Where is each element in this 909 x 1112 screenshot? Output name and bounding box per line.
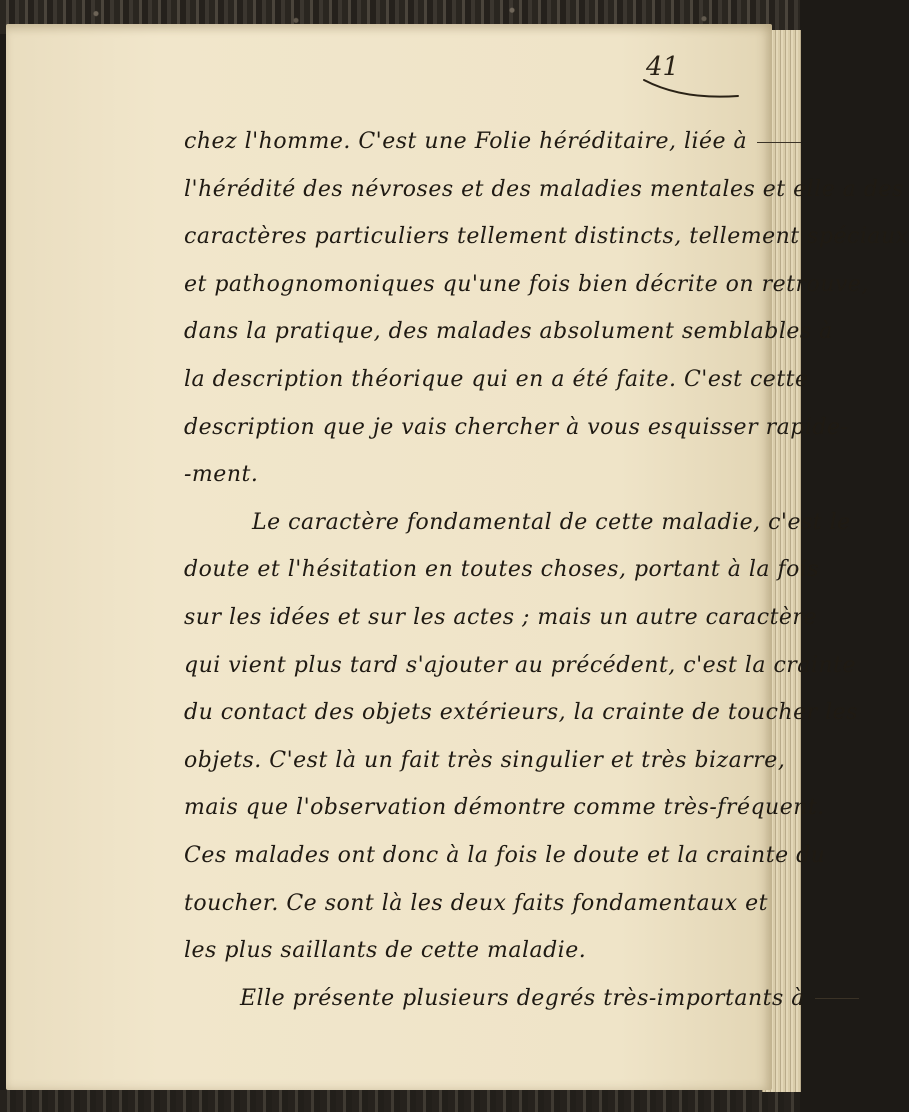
text-line: sur les idées et sur les actes ; mais un autre caractère <box>184 604 817 630</box>
text-line: description que je vais chercher à vous esquisser rapide- <box>184 414 849 440</box>
page-number: 41 <box>646 52 680 82</box>
line-end-dash <box>757 142 801 143</box>
text-line: Elle présente plusieurs degrés très-importants à <box>184 975 750 1023</box>
text-line: Le caractère fondamental de cette maladie, c'est le <box>252 509 851 535</box>
text-line: qui vient plus tard s'ajouter au précédent, c'est la crainte <box>184 652 856 678</box>
text-line: du contact des objets extérieurs, la crainte de toucher les <box>184 700 858 726</box>
text-line: chez l'homme. C'est une Folie héréditaire, liée à <box>184 118 750 166</box>
text-line: objets. C'est là un fait très singulier et très bizarre, <box>184 747 786 773</box>
text-line: dans la pratique, des malades absolument semblables à <box>184 319 833 345</box>
marbled-cover-bottom <box>0 1090 800 1112</box>
text-line: la description théorique qui en a été faite. C'est cette <box>184 366 809 392</box>
text-line: -ment. <box>184 462 259 488</box>
text-line: toucher. Ce sont là les deux faits fondamentaux et <box>184 890 769 916</box>
text-line: doute et l'hésitation en toutes choses, portant à la fois <box>184 557 820 583</box>
text-line: mais que l'observation démontre comme très-fréquent. <box>184 795 825 821</box>
line-end-dash <box>815 998 859 999</box>
text-line: caractères particuliers tellement distincts, tellement spéciaux <box>184 224 909 250</box>
manuscript-text <box>184 118 909 1022</box>
text-line: les plus saillants de cette maladie. <box>184 938 587 964</box>
text-line: et pathognomoniques qu'une fois bien décrite on retrouve, <box>184 271 869 297</box>
text-line: Ces malades ont donc à la fois le doute et la crainte du <box>184 842 826 868</box>
page-number-flourish <box>642 74 742 104</box>
text-line: l'hérédité des névroses et des maladies mentales et elle a des <box>184 176 904 202</box>
